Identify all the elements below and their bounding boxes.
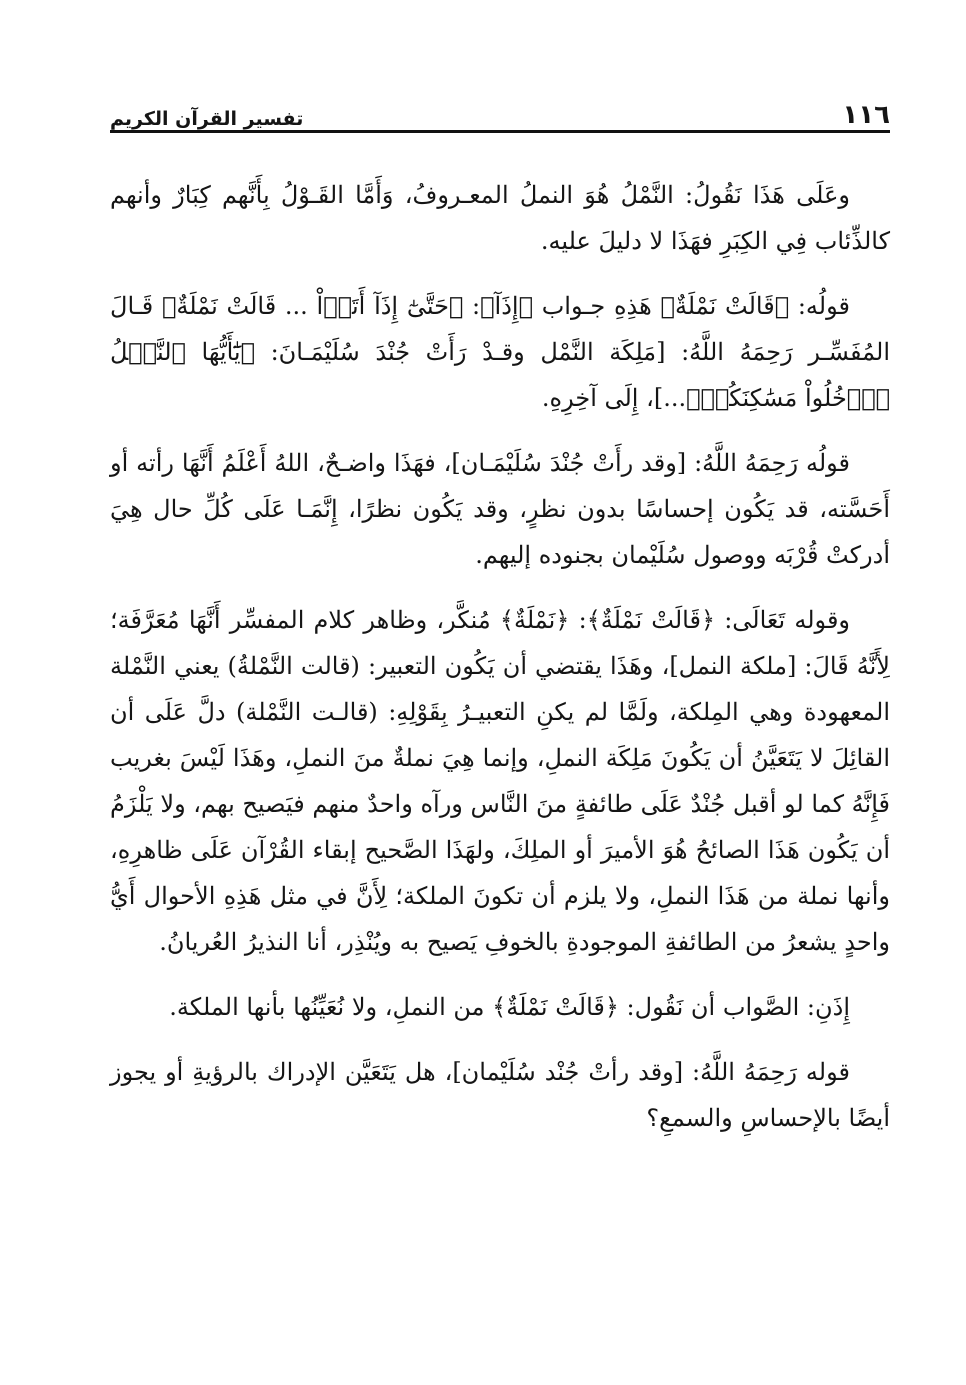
paragraph: وقوله تَعَالَى: ﴿قَالَتْ نَمْلَةٌ﴾: ﴿نَمْلَةٌ﴾ مُنكَّر، وظاهر كلام المفسِّر أَنَّهَا مُعَرَّفَة؛ لِأَنَّهُ قَالَ: [ملكة النمل]، وهَذَا يقتضي أن يَكُون التعبير: (قالت النَّمْلةُ) يعني النَّمْلة المعهودة وهي المِلكة، ولَمَّا لم يكنِ التعبيـرُ بِقَوْلِهِ: (قالـت النَّمْلة) دلَّ عَلَى أن القائِلَ لا يَتَعَيَّنُ أن يَكُونَ مَلِكَة النملِ، وإنما هِيَ نملةٌ منَ النملِ، وهَذَا لَيْسَ بغريب فَإِنَّهُ كما لو أقبل جُنْدٌ عَلَى طائفةٍ منَ النَّاس ورآه واحدٌ منهم فيَصيح بهم، ولا يَلْزَمُ أن يَكُون هَذَا الصائحُ هُوَ الأميرَ أو الملِكَ، ولهَذَا الصَّحيح إبقاء القُرْآن عَلَى ظاهرِهِ، وأنها نملة من هَذَا النملِ، ولا يلزم أن تكونَ الملكة؛ لِأَنَّ في مثل هَذِهِ الأحوال أَيُّ واحدٍ يشعرُ من الطائفةِ الموجودةِ بالخوفِ يَصيح به ويُنْذِر، أنا النذيرُ العُريانُ. <box>110 606 891 956</box>
paragraph: قولُه: ﴿قَالَتْ نَمْلَةٌ﴾ هَذِهِ جـواب ﴿إِذَآ﴾: ﴿حَتَّىٰٓ إِذَآ أَتَوۡاْ ... قَالَتْ نَمْلَةٌ﴾ قَـالَ المُفَسِّـر رَحِمَهُ اللَّهُ: [مَلِكَة النَّمْل وقـدْ رَأَتْ جُنْدَ سُلَيْمَـانَ: ﴿يَٰٓأَيُّهَا ٱلنَّمۡلُ ٱدۡخُلُواْ مَسَٰكِنَكُمۡ﴾...]، إِلَى آخِرِهِ. <box>110 292 890 412</box>
page <box>110 60 890 1360</box>
page-number: ١١٦ <box>842 100 890 130</box>
book-title: تفسير القرآن الكريم <box>110 108 304 130</box>
header-rule <box>110 130 890 133</box>
paragraph: قولُه رَحِمَهُ اللَّهُ: [وقد رأَتْ جُنْدَ سُلَيْمَـان]، فهَذَا واضـحٌ، اللهُ أَعْلَمُ أَنَّهَا رأته أو أَحَسَّته، قد يَكُون إحساسًا بدون نظرٍ، وقد يَكُون نظرًا، إِنَّمَـا عَلَى كُلِّ حال هِيَ أدركتْ قُرْبَه ووصول سُلَيْمان بجنوده إليهم. <box>110 449 890 569</box>
paragraph: وعَلَى هَذَا نَقُولُ: النَّمْلُ هُوَ النملُ المعـروفُ، وَأَمَّا القَـوْلُ بِأَنَّهم كِبَارٌ وأنهم كالذِّئاب فِي الكِبَرِ فهَذَا لا دليلَ عليه. <box>110 181 890 255</box>
body-text <box>110 172 890 1160</box>
paragraph: قوله رَحِمَهُ اللَّهُ: [وقد رأتْ جُنْد سُلَيْمان]، هل يَتَعَيَّن الإدراك بالرؤيةِ أو يجوز أيضًا بالإحساسِ والسمعِ؟ <box>110 1058 890 1132</box>
paragraph: إِذَنِ: الصَّواب أن نَقُول: ﴿قَالَتْ نَمْلَةٌ﴾ من النملِ، ولا نُعَيِّنُها بأنها الملكة. <box>169 993 850 1021</box>
